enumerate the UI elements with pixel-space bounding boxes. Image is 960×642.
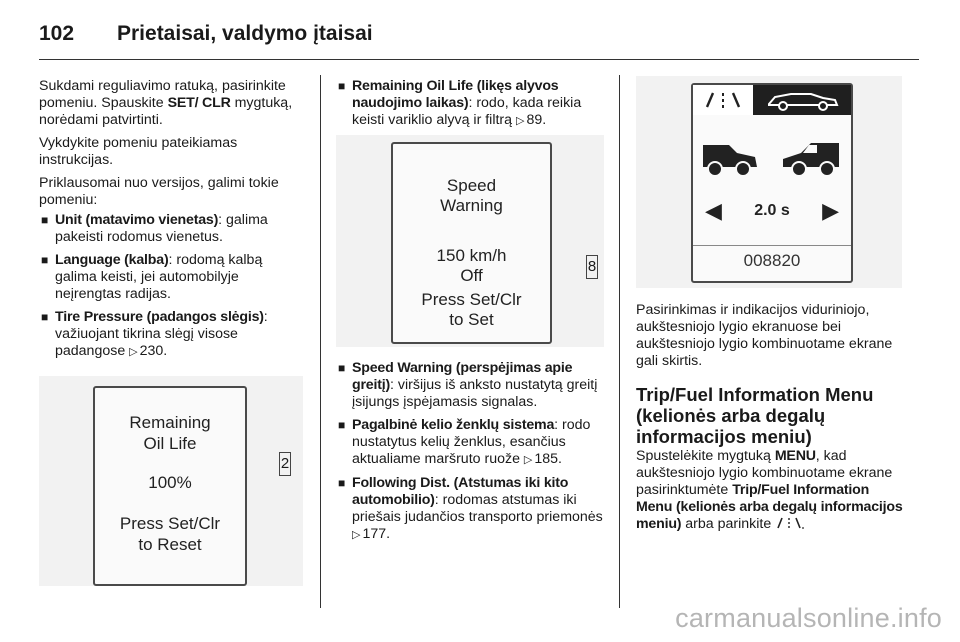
column-2: [336, 78, 606, 136]
following-distance-symbol-icon: [693, 85, 753, 115]
page-reference: ▷ 185.: [524, 451, 562, 467]
oil-life-display: Remaining Oil Life 100% Press Set/Clr to Reset: [93, 386, 247, 586]
page-title: Prietaisai, valdymo įtaisai: [117, 22, 373, 45]
bullet-icon: ■: [41, 310, 49, 324]
column-1: [39, 78, 307, 367]
menu-button-label: MENU: [774, 448, 816, 464]
speed-warning-display: Speed Warning 150 km/h Off Press Set/Clr to Set: [391, 142, 552, 344]
bullet-icon: ■: [338, 476, 346, 490]
oil-life-figure: [39, 376, 303, 586]
list-item: ■ Speed Warning (perspėjimas apie greitį): viršijus iš anksto nustatytą greitį įsijungs įspėjamasis signalas.: [338, 360, 598, 410]
column-2-lower: [336, 360, 606, 550]
list-item: ■ Language (kalba): rodomą kalbą galima keisti, jei automobilyje neįrengtas radijas.: [41, 252, 263, 302]
column-3: [636, 302, 906, 541]
page-header: [39, 12, 919, 52]
watermark: carmanualsonline.info: [675, 603, 942, 633]
speed-warning-figure: [336, 135, 604, 347]
arrow-right-icon: ▶: [822, 198, 839, 223]
figure-caption: Pasirinkimas ir indikacijos viduriniojo, aukštesniojo lygio ekranuose bei aukštesniojo lygio kombinuotame ekrane gali skirtis.: [636, 302, 893, 369]
page-reference: ▷ 89.: [516, 112, 546, 128]
page-reference: ▷ 177.: [352, 526, 390, 542]
page-number: 102: [39, 22, 75, 45]
menus-paragraph: Priklausomai nuo versijos, galimi tokie pomeniu:: [39, 175, 279, 208]
menu-paragraph: Spustelėkite mygtuką MENU, kad aukštesniojo lygio kombinuotame ekrane pasirinktumėte Trip/Fuel Information Menu (kelionės arba degalų informacijos meniu) arba parinkite: [636, 448, 906, 535]
list-item: ■ Remaining Oil Life (likęs alyvos naudojimo laikas): rodo, kada reikia keisti variklio alyvą ir filtrą ▷ 89.: [336, 78, 606, 130]
following-time: 2.0 s: [754, 202, 790, 219]
rear-car-icon: [701, 135, 761, 179]
intro-paragraph: Sukdami reguliavimo ratuką, pasirinkite pomeniu. Spauskite SET/ CLR mygtuką, norėdami patvirtinti.: [39, 78, 293, 128]
figure-tag: 2: [279, 452, 291, 476]
column-divider-2: [619, 75, 620, 608]
instructions-paragraph: Vykdykite pomeniu pateikiamas instrukcijas.: [39, 135, 238, 168]
arrow-left-icon: ◀: [705, 198, 722, 223]
following-distance-figure: [636, 76, 902, 288]
bullet-icon: ■: [338, 79, 346, 93]
list-item: ■ Unit (matavimo vienetas): galima pakeisti rodomus vienetus.: [41, 212, 268, 245]
column-divider-1: [320, 75, 321, 608]
car-tab-icon: [753, 85, 851, 115]
bullet-icon: ■: [338, 418, 346, 432]
bullet-icon: ■: [41, 213, 49, 227]
header-rule: [39, 59, 919, 60]
odometer: 008820: [743, 251, 801, 270]
list-item: ■ Following Dist. (Atstumas iki kito automobilio): rodomas atstumas iki priešais judančios transporto priemonės ▷ 177.: [336, 475, 606, 544]
section-heading: Trip/Fuel Information Menu (kelionės arba degalų informacijos meniu): [636, 384, 874, 447]
following-distance-display: [691, 83, 853, 283]
figure-tag: 8: [586, 255, 598, 279]
set-clr-label: SET/ CLR: [167, 95, 231, 111]
bullet-icon: ■: [41, 253, 49, 267]
list-item: ■ Pagalbinė kelio ženklų sistema: rodo nustatytus kelių ženklus, esančius aktualiame maršruto ruože ▷ 185.: [336, 417, 606, 469]
following-distance-symbol-icon: [775, 516, 805, 535]
bullet-icon: ■: [338, 361, 346, 375]
list-item: ■ Tire Pressure (padangos slėgis): važiuojant tikrina slėgį visose padangose ▷ 230.: [39, 309, 307, 361]
page-reference: ▷ 230.: [129, 343, 167, 359]
front-car-icon: [779, 135, 841, 179]
